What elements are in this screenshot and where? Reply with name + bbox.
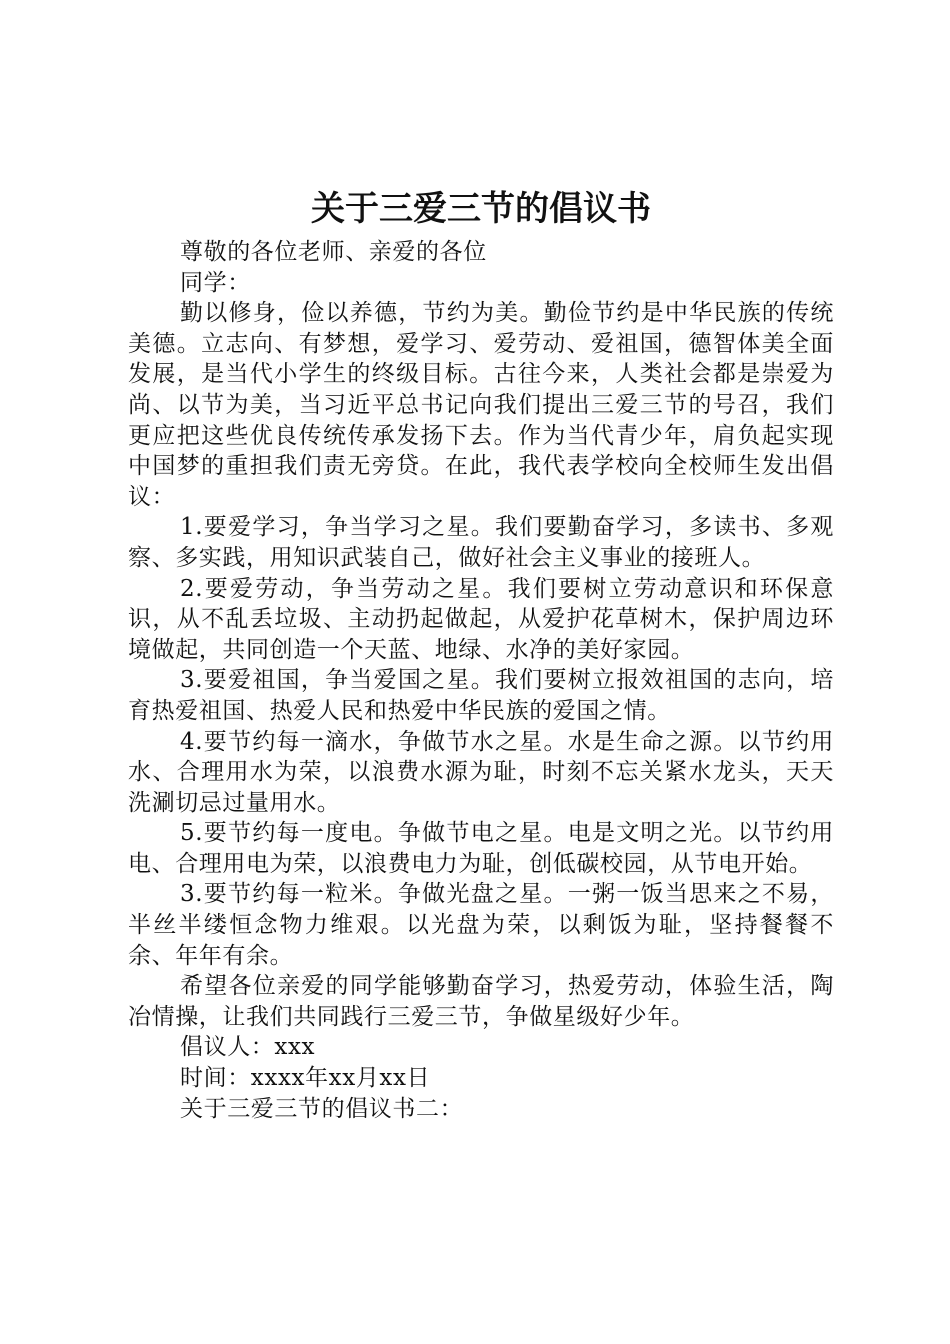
- date-line: 时间：xxxx年xx月xx日: [180, 1065, 431, 1092]
- signer-line: 倡议人：xxx: [180, 1034, 316, 1061]
- next-section-heading: 关于三爱三节的倡议书二：: [180, 1095, 464, 1122]
- intro-paragraph: 勤以修身，俭以养德，节约为美。勤俭节约是中华民族的传统美德。立志向、有梦想，爱学习、爱劳动、爱祖国，德智体美全面发展，是当代小学生的终级目标。古往今来，人类社会都是崇爱为尚、以节为美，当习近平总书记向我们提出三爱三节的号召，我们更应把这些优良传统传承发扬下去。作为当代青少年，肩负起实现中国梦的重担我们责无旁贷。在此，我代表学校向全校师生发出倡议：: [128, 300, 834, 510]
- salutation-line-2: 同学：: [180, 269, 251, 296]
- closing-paragraph: 希望各位亲爱的同学能够勤奋学习，热爱劳动，体验生活，陶冶情操，让我们共同践行三爱三节，争做星级好少年。: [128, 973, 834, 1030]
- document-body: [128, 183, 834, 1124]
- proposal-item-3: 3.要爱祖国，争当爱国之星。我们要树立报效祖国的志向，培育热爱祖国、热爱人民和热爱中华民族的爱国之情。: [128, 667, 834, 724]
- proposal-item-4: 4.要节约每一滴水，争做节水之星。水是生命之源。以节约用水、合理用水为荣，以浪费水源为耻，时刻不忘关紧水龙头，天天洗涮切忌过量用水。: [128, 728, 834, 816]
- proposal-item-5: 5.要节约每一度电。争做节电之星。电是文明之光。以节约用电、合理用电为荣，以浪费电力为耻，创低碳校园，从节电开始。: [128, 820, 834, 877]
- salutation-line-1: 尊敬的各位老师、亲爱的各位: [180, 239, 487, 265]
- proposal-item-6: 3.要节约每一粒米。争做光盘之星。一粥一饭当思来之不易，半丝半缕恒念物力维艰。以光盘为荣，以剩饭为耻，坚持餐餐不余、年年有余。: [128, 881, 834, 969]
- proposal-item-2: 2.要爱劳动，争当劳动之星。我们要树立劳动意识和环保意识，从不乱丢垃圾、主动扔起做起，从爱护花草树木，保护周边环境做起，共同创造一个天蓝、地绿、水净的美好家园。: [128, 575, 834, 663]
- document-title: 关于三爱三节的倡议书: [311, 189, 651, 229]
- proposal-item-1: 1.要爱学习，争当学习之星。我们要勤奋学习，多读书、多观察、多实践，用知识武装自己，做好社会主义事业的接班人。: [128, 514, 834, 571]
